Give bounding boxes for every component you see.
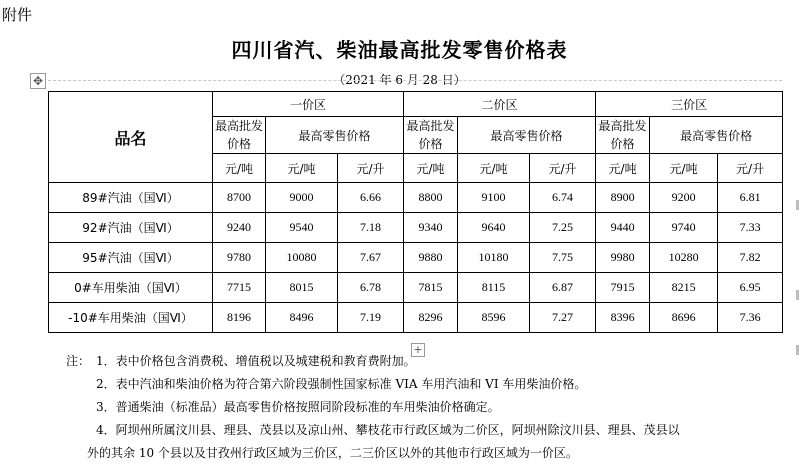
price-cell: 6.81 <box>718 183 783 213</box>
product-header: 品名 <box>49 92 213 183</box>
zone-header-3: 三价区 <box>596 92 783 117</box>
note-item <box>66 373 796 396</box>
notes-section <box>66 350 796 465</box>
price-cell: 9780 <box>213 243 266 273</box>
price-cell: 6.87 <box>530 273 596 303</box>
price-cell: 7715 <box>213 273 266 303</box>
price-cell: 7.27 <box>530 303 596 333</box>
price-cell: 7915 <box>596 273 650 303</box>
product-name: -10#车用柴油（国Ⅵ） <box>49 303 213 333</box>
wholesale-header: 最高批发价格 <box>213 117 266 154</box>
unit-label: 元/吨 <box>266 154 338 183</box>
price-cell: 8215 <box>650 273 718 303</box>
price-cell: 7.19 <box>338 303 404 333</box>
note-item <box>66 419 796 442</box>
unit-label: 元/吨 <box>458 154 530 183</box>
price-cell: 9980 <box>596 243 650 273</box>
unit-label: 元/升 <box>530 154 596 183</box>
document-title: 四川省汽、柴油最高批发零售价格表 <box>231 38 568 62</box>
price-cell: 7815 <box>404 273 458 303</box>
note-item <box>66 396 796 419</box>
price-cell: 8496 <box>266 303 338 333</box>
table-boundary-guide <box>48 80 782 81</box>
wholesale-header: 最高批发价格 <box>596 117 650 154</box>
table-row <box>49 213 783 243</box>
unit-label: 元/吨 <box>213 154 266 183</box>
price-cell: 6.74 <box>530 183 596 213</box>
price-cell: 8396 <box>596 303 650 333</box>
price-cell: 8196 <box>213 303 266 333</box>
price-cell: 7.25 <box>530 213 596 243</box>
price-cell: 10280 <box>650 243 718 273</box>
price-cell: 8700 <box>213 183 266 213</box>
price-cell: 10180 <box>458 243 530 273</box>
price-cell: 7.82 <box>718 243 783 273</box>
product-name: 89#汽油（国Ⅵ） <box>49 183 213 213</box>
price-cell: 8296 <box>404 303 458 333</box>
price-cell: 9740 <box>650 213 718 243</box>
price-cell: 8015 <box>266 273 338 303</box>
price-cell: 7.33 <box>718 213 783 243</box>
price-cell: 10080 <box>266 243 338 273</box>
price-cell: 6.95 <box>718 273 783 303</box>
price-cell: 9340 <box>404 213 458 243</box>
table-move-handle-icon[interactable]: ✥ <box>30 73 46 89</box>
note-text: 1．表中价格包含消费税、增值税以及城建税和教育费附加。 <box>96 354 416 368</box>
wholesale-header: 最高批发价格 <box>404 117 458 154</box>
document-date: （2021 年 6 月 28 日） <box>333 73 466 87</box>
price-cell: 9100 <box>458 183 530 213</box>
price-cell: 9640 <box>458 213 530 243</box>
note-text: 2．表中汽油和柴油价格为符合第六阶段强制性国家标准 VIA 车用汽油和 VI 车用柴油价格。 <box>96 377 587 391</box>
zone-header-1: 一价区 <box>213 92 404 117</box>
product-name: 95#汽油（国Ⅵ） <box>49 243 213 273</box>
price-cell: 9540 <box>266 213 338 243</box>
price-cell: 8115 <box>458 273 530 303</box>
notes-lead: 注： <box>66 354 91 368</box>
price-cell: 9200 <box>650 183 718 213</box>
price-cell: 9000 <box>266 183 338 213</box>
unit-label: 元/吨 <box>404 154 458 183</box>
price-cell: 9440 <box>596 213 650 243</box>
unit-label: 元/升 <box>338 154 404 183</box>
price-cell: 8596 <box>458 303 530 333</box>
retail-header: 最高零售价格 <box>458 117 596 154</box>
price-cell: 8900 <box>596 183 650 213</box>
add-row-plus-icon[interactable]: + <box>411 343 425 357</box>
price-cell: 6.66 <box>338 183 404 213</box>
price-cell: 6.78 <box>338 273 404 303</box>
table-row <box>49 243 783 273</box>
table-row <box>49 303 783 333</box>
price-cell: 9240 <box>213 213 266 243</box>
price-cell: 8696 <box>650 303 718 333</box>
note-item <box>66 350 796 373</box>
unit-label: 元/吨 <box>596 154 650 183</box>
price-cell: 8800 <box>404 183 458 213</box>
price-cell: 7.36 <box>718 303 783 333</box>
note-text: 3．普通柴油（标准品）最高零售价格按照同阶段标准的车用柴油价格确定。 <box>96 400 500 414</box>
unit-label: 元/吨 <box>650 154 718 183</box>
price-cell: 7.75 <box>530 243 596 273</box>
price-table <box>48 91 783 333</box>
price-cell: 7.18 <box>338 213 404 243</box>
attachment-label: 附件 <box>2 6 33 24</box>
price-cell: 7.67 <box>338 243 404 273</box>
zone-header-2: 二价区 <box>404 92 596 117</box>
note-continuation: 外的其余 10 个县以及甘孜州行政区域为三价区，二三价区以外的其他市行政区域为一价区。 <box>87 446 578 460</box>
table-row <box>49 273 783 303</box>
product-name: 0#车用柴油（国Ⅵ） <box>49 273 213 303</box>
retail-header: 最高零售价格 <box>266 117 404 154</box>
note-text: 4．阿坝州所属汶川县、理县、茂县以及凉山州、攀枝花市行政区域为二价区，阿坝州除汶川县、理县、茂县以 <box>96 423 680 437</box>
table-row <box>49 183 783 213</box>
unit-label: 元/升 <box>718 154 783 183</box>
product-name: 92#汽油（国Ⅵ） <box>49 213 213 243</box>
retail-header: 最高零售价格 <box>650 117 783 154</box>
price-cell: 9880 <box>404 243 458 273</box>
